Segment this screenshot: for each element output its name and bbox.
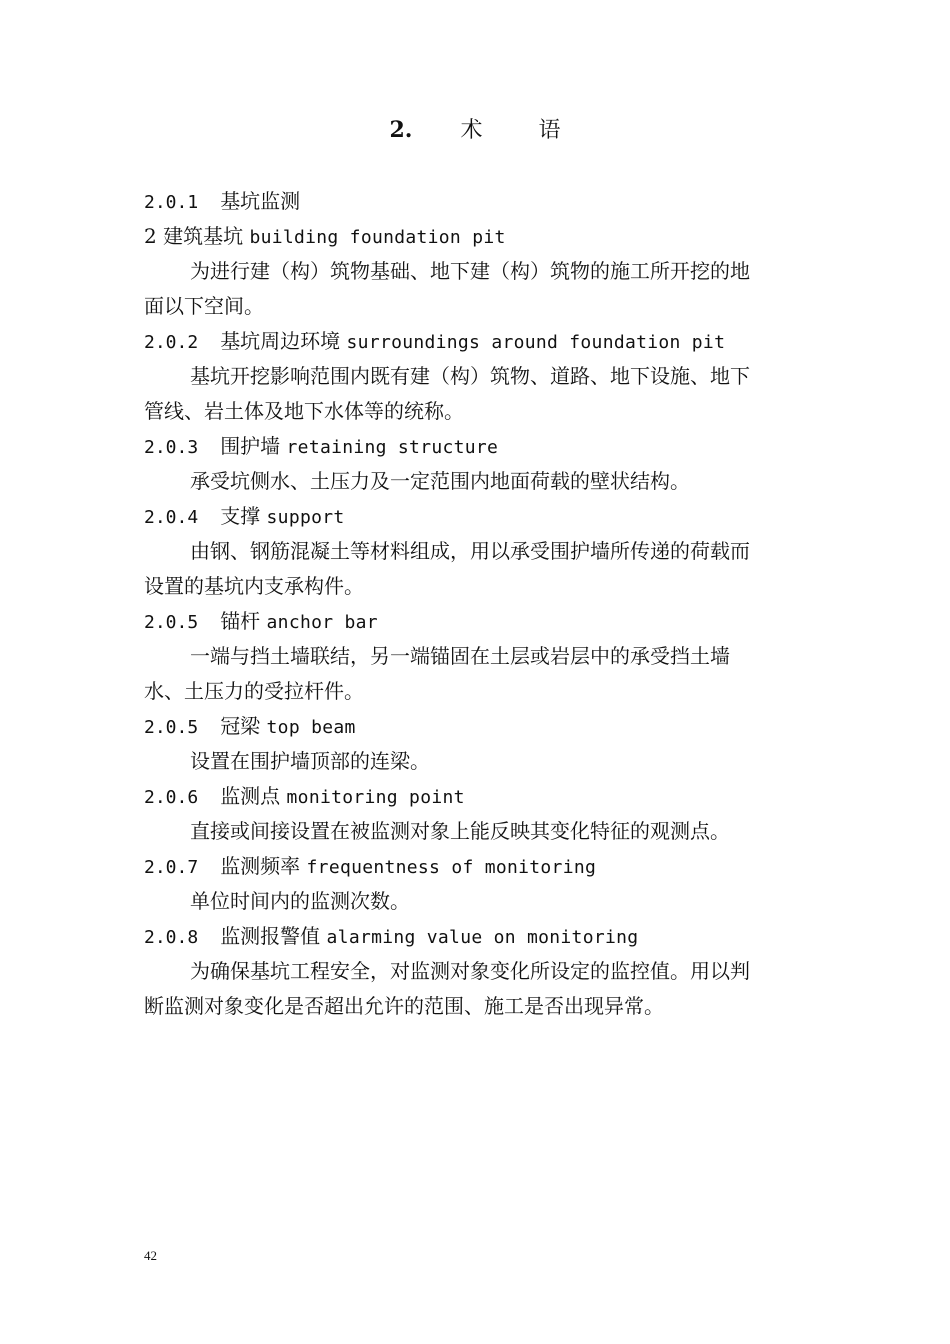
term-heading: [144, 184, 814, 219]
term-zh: 监测点: [220, 784, 287, 808]
term-heading: [144, 919, 814, 954]
term-zh: 基坑监测: [220, 189, 301, 213]
term-definition: 为进行建（构）筑物基础、地下建（构）筑物的施工所开挖的地: [190, 259, 750, 283]
term-code: 2.0.8: [144, 927, 199, 948]
term-en: top beam: [266, 717, 356, 738]
term-en: alarming value on monitoring: [326, 927, 639, 948]
term-definition: 一端与挡土墙联结，另一端锚固在土层或岩层中的承受挡土墙: [190, 644, 730, 668]
term-zh: 支撑: [220, 504, 267, 528]
term-definition-cont: 水、土压力的受拉杆件。: [144, 679, 364, 703]
term-definition-cont: 设置的基坑内支承构件。: [144, 574, 364, 598]
term-definition-cont: 管线、岩土体及地下水体等的统称。: [144, 399, 464, 423]
term-code: 2.0.5: [144, 717, 199, 738]
term-code: 2.0.2: [144, 332, 199, 353]
term-definition: 单位时间内的监测次数。: [190, 889, 410, 913]
term-definition: 承受坑侧水、土压力及一定范围内地面荷载的壁状结构。: [190, 469, 690, 493]
page-title: [0, 114, 950, 147]
term-en: anchor bar: [266, 612, 378, 633]
term-code: 2.0.3: [144, 437, 199, 458]
term-definition-cont: 断监测对象变化是否超出允许的范围、施工是否出现异常。: [144, 994, 664, 1018]
term-heading: [144, 429, 814, 464]
term-code: 2.0.4: [144, 507, 199, 528]
term-heading: [144, 324, 814, 359]
term-heading: [144, 709, 814, 744]
term-definition: 设置在围护墙顶部的连梁。: [190, 749, 430, 773]
term-en: support: [266, 507, 345, 528]
term-zh: 冠梁: [220, 714, 267, 738]
term-definition-cont: 面以下空间。: [144, 294, 264, 318]
term-zh: 锚杆: [220, 609, 267, 633]
term-heading: [144, 499, 814, 534]
term-definition: 基坑开挖影响范围内既有建（构）筑物、道路、地下设施、地下: [190, 364, 750, 388]
term-code: 2.0.1: [144, 192, 199, 213]
term-heading: [144, 604, 814, 639]
page-number: 42: [144, 1248, 157, 1263]
term-code: 2.0.5: [144, 612, 199, 633]
term-zh: 2 建筑基坑: [144, 224, 250, 248]
section-number: 2.: [389, 117, 413, 143]
section-title-part-2: 语: [538, 118, 561, 143]
term-heading-extra: [144, 219, 814, 254]
term-definition: 为确保基坑工程安全，对监测对象变化所设定的监控值。用以判: [190, 959, 750, 983]
term-en: building foundation pit: [249, 227, 506, 248]
terms-list: [144, 184, 814, 1024]
term-heading: [144, 779, 814, 814]
term-code: 2.0.6: [144, 787, 199, 808]
section-title-part-1: 术: [460, 118, 483, 143]
term-zh: 围护墙: [220, 434, 287, 458]
term-definition: 由钢、钢筋混凝土等材料组成，用以承受围护墙所传递的荷载而: [190, 539, 750, 563]
term-en: monitoring point: [286, 787, 465, 808]
term-en: retaining structure: [286, 437, 499, 458]
term-definition: 直接或间接设置在被监测对象上能反映其变化特征的观测点。: [190, 819, 730, 843]
term-zh: 基坑周边环境: [220, 329, 347, 353]
term-zh: 监测频率: [220, 854, 307, 878]
term-zh: 监测报警值: [220, 924, 327, 948]
term-code: 2.0.7: [144, 857, 199, 878]
term-heading: [144, 849, 814, 884]
term-en: frequentness of monitoring: [306, 857, 597, 878]
term-en: surroundings around foundation pit: [346, 332, 726, 353]
